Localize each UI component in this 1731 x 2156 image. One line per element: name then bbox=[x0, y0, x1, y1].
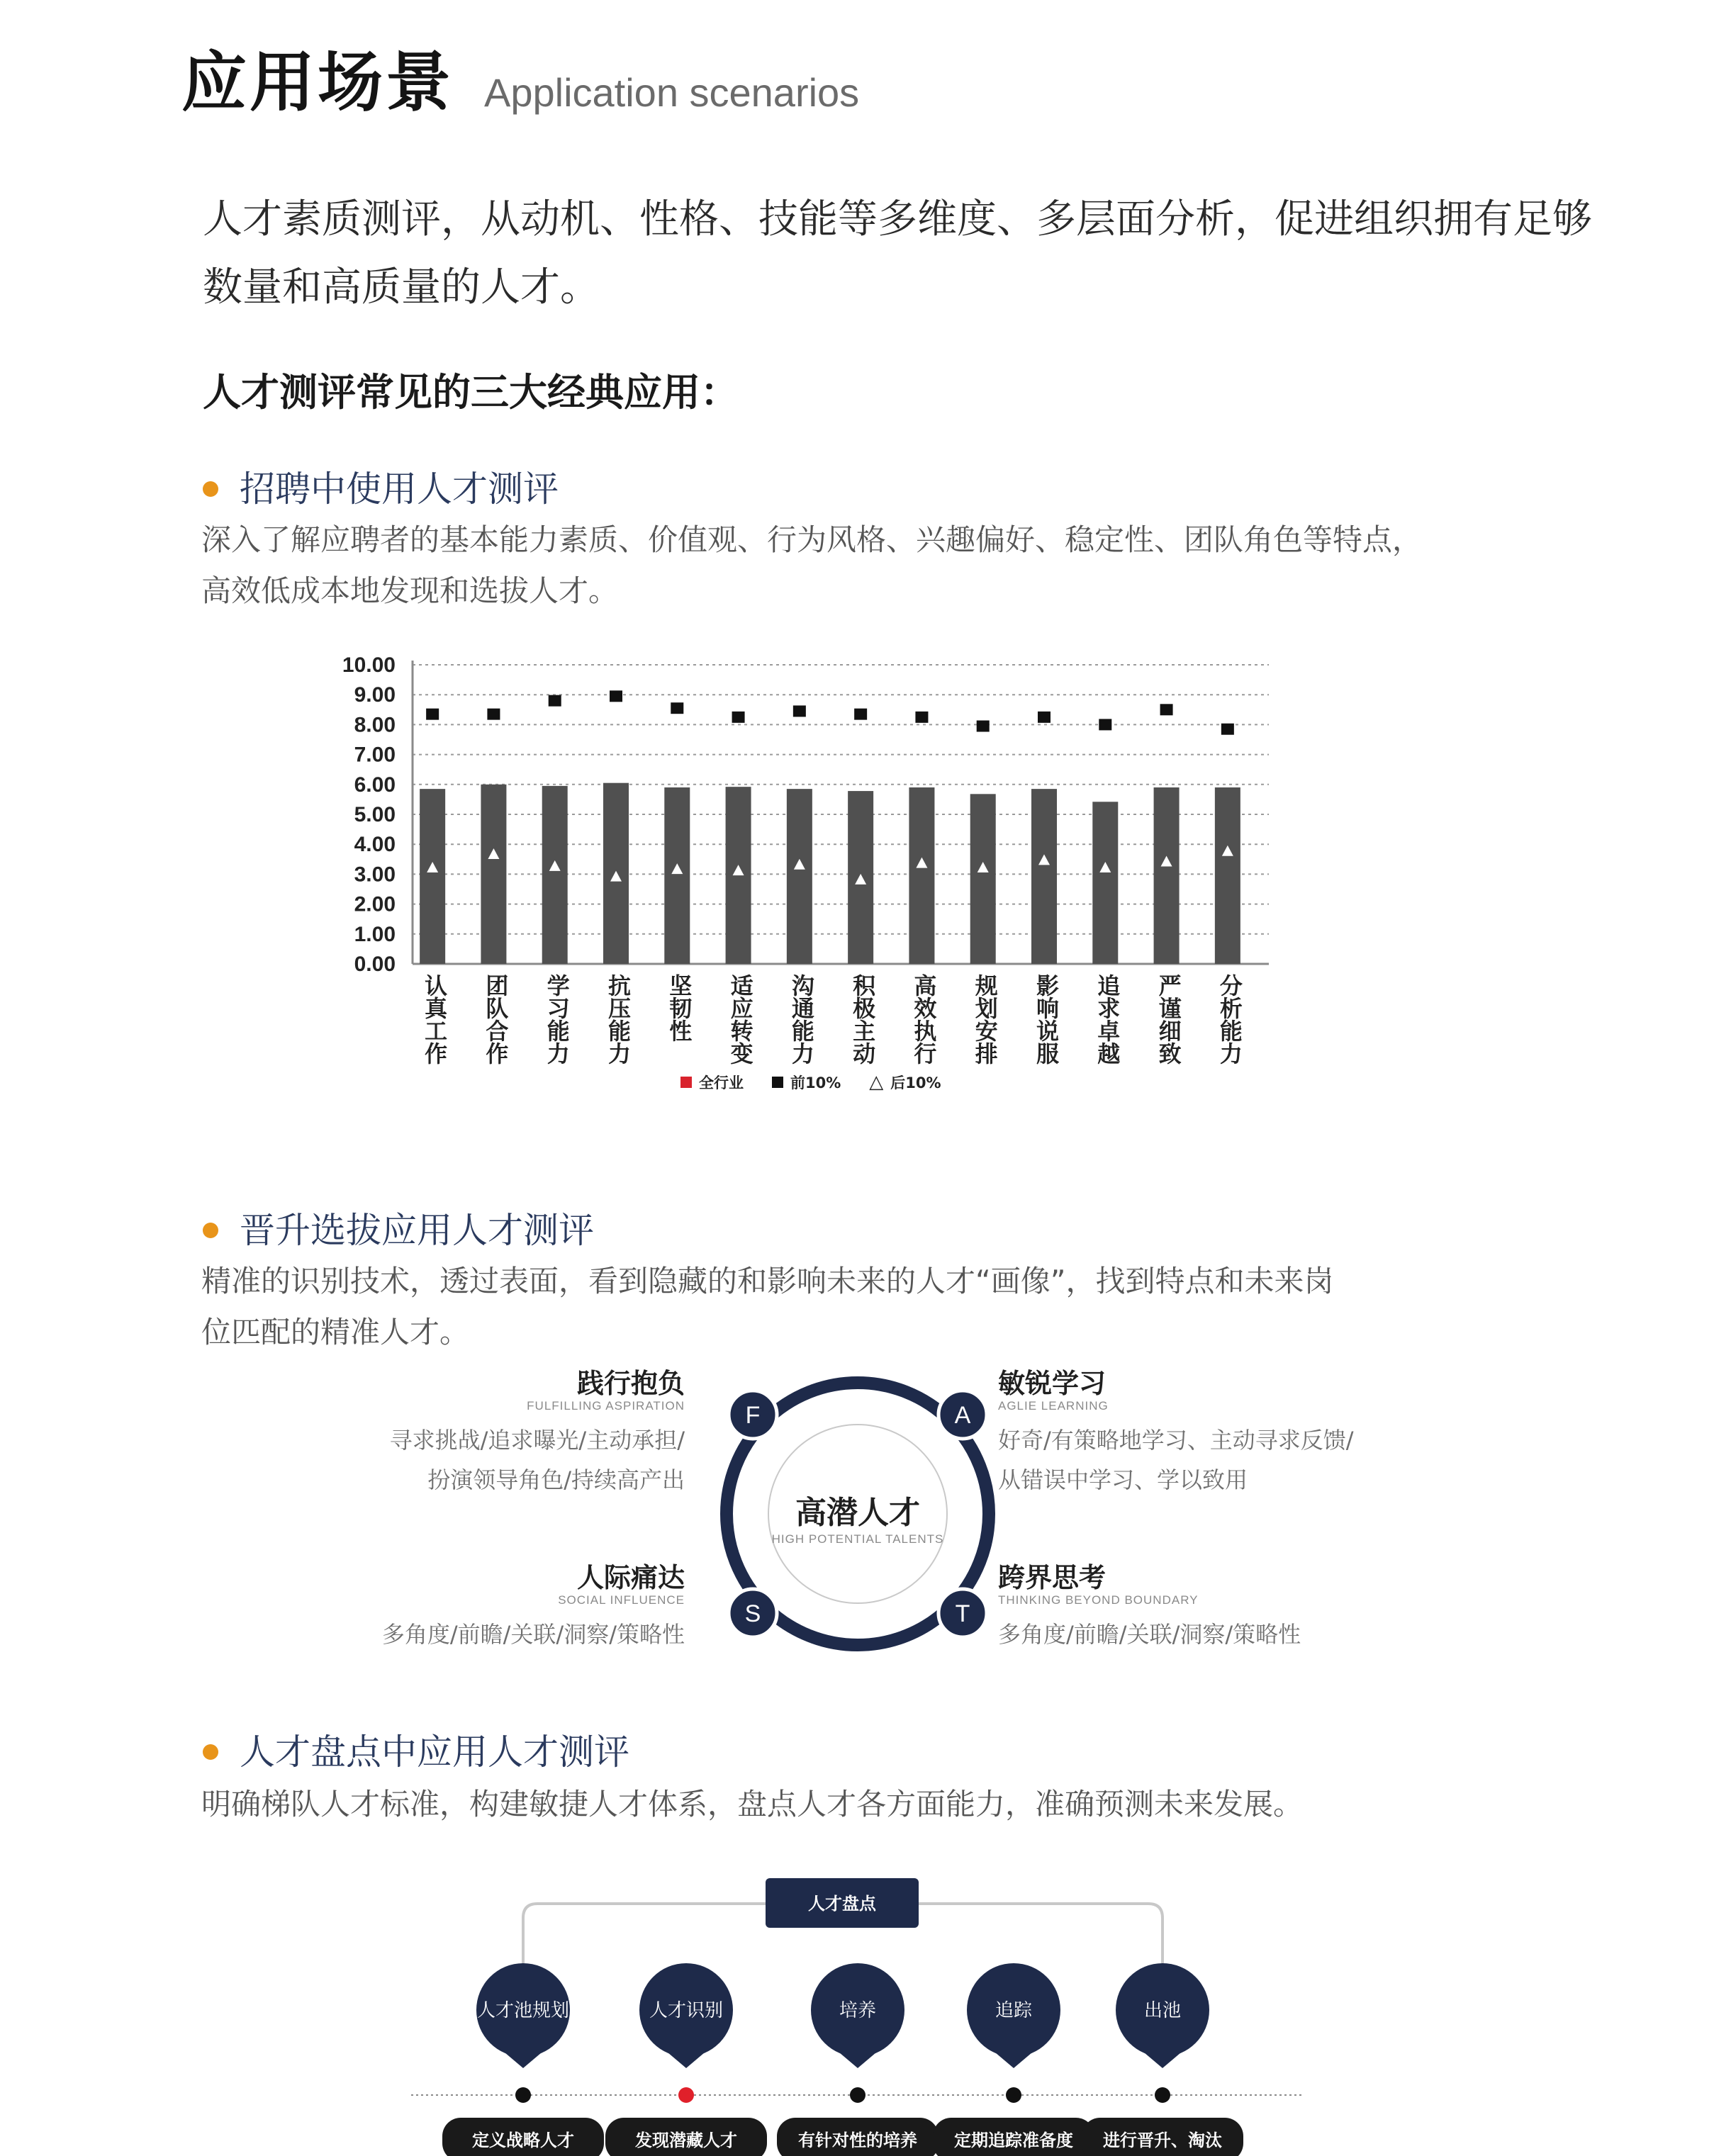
top10-marker-2 bbox=[487, 709, 500, 720]
timeline-dot-5 bbox=[1155, 2087, 1170, 2103]
stage-pill-label: 定义战略人才 bbox=[472, 2130, 574, 2150]
quadrant-title: 人际痛达 bbox=[576, 1562, 685, 1593]
page-title-english: Application scenarios bbox=[484, 70, 860, 115]
intro-paragraph: 人才素质测评，从动机、性格、技能等多维度、多层面分析，促进组织拥有足够数量和高质量的人才。 bbox=[203, 196, 1592, 310]
x-category-label: 适应转变 bbox=[727, 974, 754, 1065]
y-tick-label: 9.00 bbox=[354, 683, 396, 707]
top-box-label: 人才盘点 bbox=[808, 1894, 876, 1914]
section-promotion-description bbox=[201, 1256, 1548, 1358]
stage-circle-label: 出池 bbox=[1143, 2000, 1182, 2021]
bullet-dot-icon bbox=[203, 481, 218, 497]
triangle-icon: △ bbox=[869, 1072, 884, 1093]
node-letter: F bbox=[745, 1402, 761, 1429]
section-title: 人才盘点中应用人才测评 bbox=[240, 1731, 629, 1773]
x-category-label: 团队合作 bbox=[482, 974, 510, 1065]
stage-pill-label: 发现潜藏人才 bbox=[635, 2130, 737, 2150]
legend-item-bottom10 bbox=[869, 1072, 941, 1093]
y-tick-label: 4.00 bbox=[354, 833, 396, 857]
top10-marker-9 bbox=[915, 712, 928, 723]
bar-13 bbox=[1154, 787, 1180, 964]
node-f bbox=[729, 1391, 777, 1439]
center-subtitle: HIGH POTENTIAL TALENTS bbox=[771, 1532, 944, 1546]
top10-marker-7 bbox=[793, 705, 806, 717]
top10-marker-13 bbox=[1160, 704, 1173, 715]
description-line: 精准的识别技术，透过表面，看到隐藏的和影响未来的人才“画像”，找到特点和未来岗 bbox=[201, 1264, 1334, 1298]
x-category-label: 积极主动 bbox=[849, 974, 877, 1065]
connector-right bbox=[919, 1904, 1163, 1963]
connector-left bbox=[523, 1904, 766, 1963]
bar-11 bbox=[1031, 789, 1057, 964]
quadrant-social bbox=[284, 1563, 685, 1654]
x-category-label: 高效执行 bbox=[910, 974, 938, 1065]
x-category-label: 规划安排 bbox=[971, 974, 999, 1065]
bar-1 bbox=[420, 789, 445, 964]
bullet-dot-icon bbox=[203, 1223, 218, 1238]
quadrant-title: 践行抱负 bbox=[576, 1368, 685, 1399]
stage-circle-label: 人才池规划 bbox=[476, 2000, 570, 2021]
stage-pill-label: 有针对性的培养 bbox=[798, 2130, 917, 2150]
bullet-dot-icon bbox=[203, 1744, 218, 1760]
y-tick-label: 5.00 bbox=[354, 803, 396, 826]
section-title: 晋升选拔应用人才测评 bbox=[240, 1210, 594, 1251]
talent-inventory-flow bbox=[0, 1871, 1731, 2156]
top10-marker-6 bbox=[732, 712, 745, 723]
timeline-dot-1 bbox=[515, 2087, 531, 2103]
flow-svg bbox=[0, 1871, 1731, 2156]
x-category-label: 学习能力 bbox=[543, 974, 571, 1065]
legend-label: 前10% bbox=[790, 1074, 841, 1091]
top10-marker-1 bbox=[426, 709, 439, 720]
description-line: 多角度/前瞻/关联/洞察/策略性 bbox=[381, 1621, 685, 1649]
section-inventory-heading bbox=[203, 1731, 629, 1773]
section-promotion-heading bbox=[203, 1209, 594, 1252]
description-line: 高效低成本地发现和选拔人才。 bbox=[201, 573, 619, 608]
x-category-label: 抗压能力 bbox=[605, 974, 632, 1065]
x-category-label: 坚韧性 bbox=[666, 974, 693, 1042]
bar-5 bbox=[664, 787, 690, 964]
bar-3 bbox=[542, 786, 568, 964]
bar-12 bbox=[1092, 802, 1118, 964]
stage-pill-label: 进行晋升、淘汰 bbox=[1103, 2130, 1222, 2150]
x-category-label: 认真工作 bbox=[421, 974, 449, 1065]
top10-marker-4 bbox=[610, 690, 622, 702]
description-line: 好奇/有策略地学习、主动寻求反馈/ bbox=[998, 1427, 1354, 1454]
quadrant-agile bbox=[998, 1369, 1423, 1500]
section-title: 招聘中使用人才测评 bbox=[240, 468, 559, 510]
quadrant-description bbox=[284, 1615, 685, 1654]
bar-10 bbox=[970, 794, 996, 964]
quadrant-fulfilling bbox=[284, 1369, 685, 1500]
x-category-label: 分析能力 bbox=[1216, 974, 1243, 1065]
section-inventory-description bbox=[201, 1779, 1548, 1830]
high-potential-diagram bbox=[0, 1347, 1731, 1701]
quadrant-title: 敏锐学习 bbox=[998, 1368, 1107, 1399]
timeline-dot-4 bbox=[1006, 2087, 1021, 2103]
node-letter: A bbox=[954, 1402, 971, 1429]
description-line: 寻求挑战/追求曝光/主动承担/ bbox=[389, 1427, 685, 1454]
legend-item-top10 bbox=[772, 1072, 841, 1093]
quadrant-description bbox=[998, 1615, 1423, 1654]
top10-marker-8 bbox=[854, 709, 867, 720]
y-tick-label: 0.00 bbox=[354, 953, 396, 976]
top10-marker-14 bbox=[1221, 724, 1234, 735]
x-category-label: 追求卓越 bbox=[1094, 974, 1121, 1065]
competency-chart bbox=[312, 652, 1304, 1106]
description-line: 明确梯队人才标准，构建敏捷人才体系，盘点人才各方面能力，准确预测未来发展。 bbox=[201, 1787, 1304, 1821]
quadrant-description bbox=[284, 1420, 685, 1500]
node-a bbox=[939, 1391, 987, 1439]
page-title: 应用场景 bbox=[181, 45, 454, 120]
top10-marker-10 bbox=[977, 721, 990, 732]
chart-legend bbox=[680, 1072, 941, 1093]
bar-14 bbox=[1215, 787, 1240, 964]
x-category-label: 严谨细致 bbox=[1155, 974, 1182, 1065]
stage-circle-label: 追踪 bbox=[995, 2000, 1033, 2021]
section-recruitment-description bbox=[201, 515, 1548, 617]
description-line: 位匹配的精准人才。 bbox=[201, 1315, 470, 1349]
y-tick-label: 10.00 bbox=[342, 653, 396, 677]
description-line: 从错误中学习、学以致用 bbox=[998, 1466, 1248, 1494]
section-recruitment-heading bbox=[203, 468, 559, 510]
stage-circle-label: 培养 bbox=[839, 2000, 877, 2021]
y-tick-label: 6.00 bbox=[354, 773, 396, 797]
top10-marker-5 bbox=[671, 702, 683, 714]
quadrant-description bbox=[998, 1420, 1423, 1500]
x-category-label: 影响说服 bbox=[1033, 974, 1060, 1065]
node-s bbox=[729, 1589, 777, 1637]
y-tick-label: 1.00 bbox=[354, 922, 396, 946]
timeline-dot-3 bbox=[850, 2087, 866, 2103]
description-line: 扮演领导角色/持续高产出 bbox=[427, 1466, 685, 1494]
bar-9 bbox=[909, 787, 934, 964]
x-category-label: 沟通能力 bbox=[788, 974, 815, 1065]
top10-marker-12 bbox=[1099, 719, 1111, 730]
legend-label: 全行业 bbox=[699, 1074, 744, 1091]
description-line: 多角度/前瞻/关联/洞察/策略性 bbox=[998, 1621, 1301, 1649]
legend-item-industry bbox=[680, 1072, 744, 1093]
top10-marker-11 bbox=[1038, 712, 1051, 723]
quadrant-subtitle: SOCIAL INFLUENCE bbox=[558, 1593, 685, 1607]
applications-subheading: 人才测评常见的三大经典应用： bbox=[203, 370, 739, 415]
legend-swatch-red bbox=[680, 1077, 692, 1088]
node-letter: S bbox=[744, 1600, 761, 1627]
legend-label: 后10% bbox=[890, 1074, 941, 1091]
description-line: 深入了解应聘者的基本能力素质、价值观、行为风格、兴趣偏好、稳定性、团队角色等特点， bbox=[201, 522, 1423, 557]
center-title: 高潜人才 bbox=[795, 1495, 920, 1531]
quadrant-subtitle: THINKING BEYOND BOUNDARY bbox=[998, 1593, 1199, 1607]
top10-marker-3 bbox=[549, 695, 561, 707]
stage-pill-label: 定期追踪准备度 bbox=[954, 2130, 1073, 2150]
node-t bbox=[939, 1589, 987, 1637]
y-tick-label: 7.00 bbox=[354, 743, 396, 767]
bar-7 bbox=[787, 789, 812, 964]
node-letter: T bbox=[955, 1600, 970, 1627]
quadrant-title: 跨界思考 bbox=[998, 1562, 1107, 1593]
y-tick-label: 8.00 bbox=[354, 713, 396, 737]
timeline-dot-2 bbox=[678, 2087, 694, 2103]
quadrant-subtitle: AGLIE LEARNING bbox=[998, 1398, 1109, 1413]
legend-swatch-black bbox=[772, 1077, 783, 1088]
bar-2 bbox=[481, 785, 506, 964]
center-label bbox=[751, 1487, 964, 1546]
quadrant-thinking bbox=[998, 1563, 1423, 1654]
quadrant-subtitle: FULFILLING ASPIRATION bbox=[527, 1398, 685, 1413]
stage-circle-label: 人才识别 bbox=[649, 2000, 724, 2021]
y-tick-label: 2.00 bbox=[354, 892, 396, 916]
y-tick-label: 3.00 bbox=[354, 863, 396, 887]
